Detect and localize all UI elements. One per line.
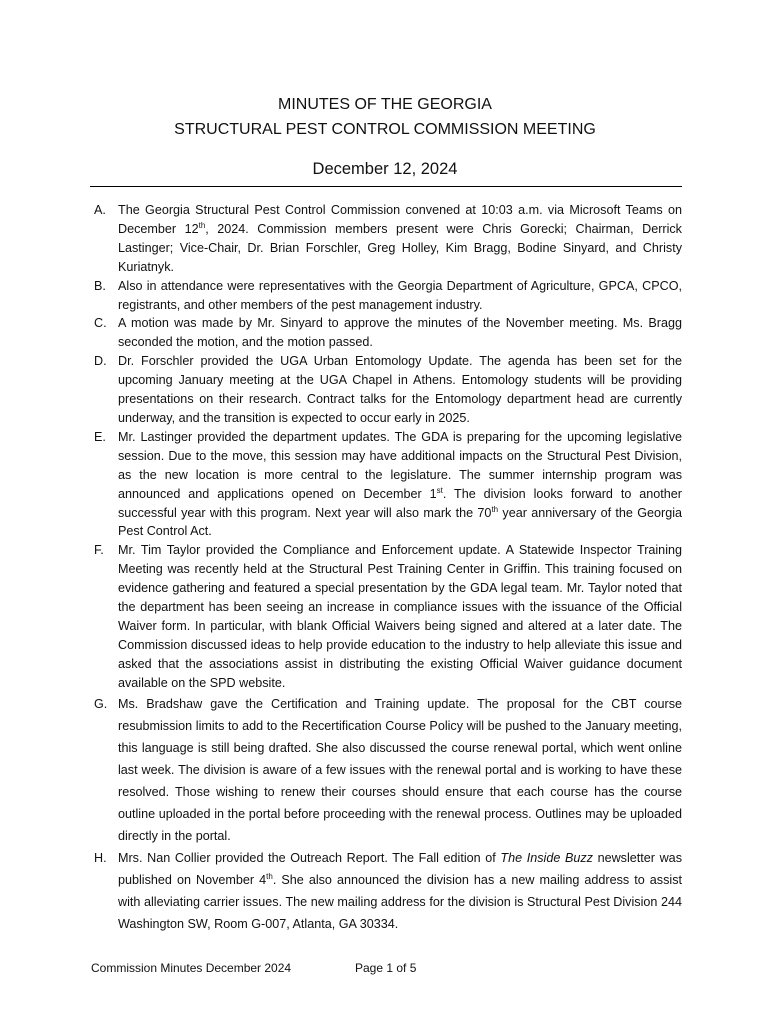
text-run: A motion was made by Mr. Sinyard to approve the minutes of the November meeting. Ms. Bragg seconded the motion, and the motion passed. bbox=[118, 316, 682, 350]
item-text bbox=[118, 279, 682, 312]
page-number: Page 1 of 5 bbox=[355, 961, 417, 975]
minutes-item bbox=[92, 541, 682, 692]
item-text bbox=[118, 316, 682, 349]
item-marker: A. bbox=[94, 203, 106, 217]
minutes-item bbox=[92, 428, 682, 541]
minutes-item bbox=[92, 314, 682, 352]
italic-text: The Inside Buzz bbox=[500, 850, 593, 865]
item-text bbox=[118, 851, 682, 931]
text-run: Ms. Bradshaw gave the Certification and Training update. The proposal for the CBT course resubmission limits to add to the Recertification Course Policy will be pushed to the January meeting, this language is still being drafted. She also discussed the course renewal portal, which went online last week. The division is aware of a few issues with the renewal portal and is working to have these resolved. Those wishing to renew their courses should ensure that each course has the course outline uploaded in the portal before proceeding with the renewal process. Outlines may be uploaded directly in the portal. bbox=[118, 696, 682, 843]
superscript: th bbox=[491, 504, 499, 514]
item-text bbox=[118, 354, 682, 425]
meeting-date: December 12, 2024 bbox=[312, 160, 458, 178]
minutes-list bbox=[92, 201, 682, 935]
title-line-2: STRUCTURAL PEST CONTROL COMMISSION MEETING bbox=[174, 121, 596, 138]
minutes-item bbox=[92, 352, 682, 428]
item-text bbox=[118, 543, 682, 689]
minutes-item bbox=[92, 277, 682, 315]
text-run: newsletter was published on November 4 bbox=[118, 850, 682, 887]
superscript: st bbox=[436, 485, 443, 495]
text-run: . The division looks forward to another successful year with this program. Next year will also mark the 70 bbox=[118, 486, 682, 520]
item-text bbox=[118, 430, 682, 539]
minutes-item bbox=[92, 693, 682, 847]
superscript: th bbox=[198, 220, 206, 230]
title-line-1: MINUTES OF THE GEORGIA bbox=[278, 96, 492, 113]
item-text bbox=[118, 203, 682, 274]
item-marker: H. bbox=[94, 850, 107, 865]
superscript: th bbox=[266, 871, 273, 881]
text-run: The Georgia Structural Pest Control Commission convened at 10:03 a.m. via Microsoft Teams on December 12 bbox=[118, 203, 682, 236]
text-run: year anniversary of the Georgia Pest Control Act. bbox=[118, 505, 683, 539]
item-text bbox=[118, 697, 682, 843]
text-run: Dr. Forschler provided the UGA Urban Entomology Update. The agenda has been set for the upcoming January meeting at the UGA Chapel in Athens. Entomology students will be providing presentations on their research. Contract talks for the Entomology department head are currently underway, and the transition is expected to occur early in 2025. bbox=[118, 354, 682, 425]
item-marker: F. bbox=[94, 543, 104, 558]
item-marker: C. bbox=[94, 316, 107, 331]
text-run: Also in attendance were representatives with the Georgia Department of Agriculture, GPCA, CPCO, registrants, and other members of the pest management industry. bbox=[118, 278, 682, 312]
item-marker: G. bbox=[94, 696, 108, 711]
text-run: Mr. Lastinger provided the department updates. The GDA is preparing for the upcoming legislative session. Due to the move, this session may have additional impacts on the Structural Pest Division, as the new location is more central to the legislature. The summer internship program was announced and applications opened on December 1 bbox=[118, 429, 682, 501]
item-marker: D. bbox=[94, 354, 107, 369]
item-marker: B. bbox=[94, 278, 106, 293]
text-run: , 2024. Commission members present were Chris Gorecki; Chairman, Derrick Lastinger; Vice-Chair, Dr. Brian Forschler, Greg Holley, Kim Bragg, Bodine Sinyard, and Christy Kuriatnyk. bbox=[118, 221, 682, 274]
text-run: Mrs. Nan Collier provided the Outreach Report. The Fall edition of bbox=[118, 850, 501, 865]
text-run: . She also announced the division has a new mailing address to assist with alleviating carrier issues. The new mailing address for the division is Structural Pest Division 244 Washington SW, Room G-007, Atlanta, GA 30334. bbox=[118, 872, 682, 931]
item-marker: E. bbox=[94, 429, 106, 444]
minutes-item bbox=[92, 201, 682, 277]
footer-title: Commission Minutes December 2024 bbox=[91, 961, 292, 975]
header-divider bbox=[90, 186, 682, 187]
minutes-item bbox=[92, 847, 682, 935]
text-run: Mr. Tim Taylor provided the Compliance and Enforcement update. A Statewide Inspector Training Meeting was recently held at the Structural Pest Training Center in Griffin. This training focused on evidence gathering and featured a special presentation by the GDA legal team. Mr. Taylor noted that the department has been seeing an increase in compliance issues with the issuance of the Official Waiver form. In particular, with blank Official Waivers being signed and altered at a later date. The Commission discussed ideas to help provide education to the industry to help alleviate this issue and asked that the associations assist in distributing the existing Official Waiver guidance document available on the SPD website. bbox=[118, 543, 682, 690]
